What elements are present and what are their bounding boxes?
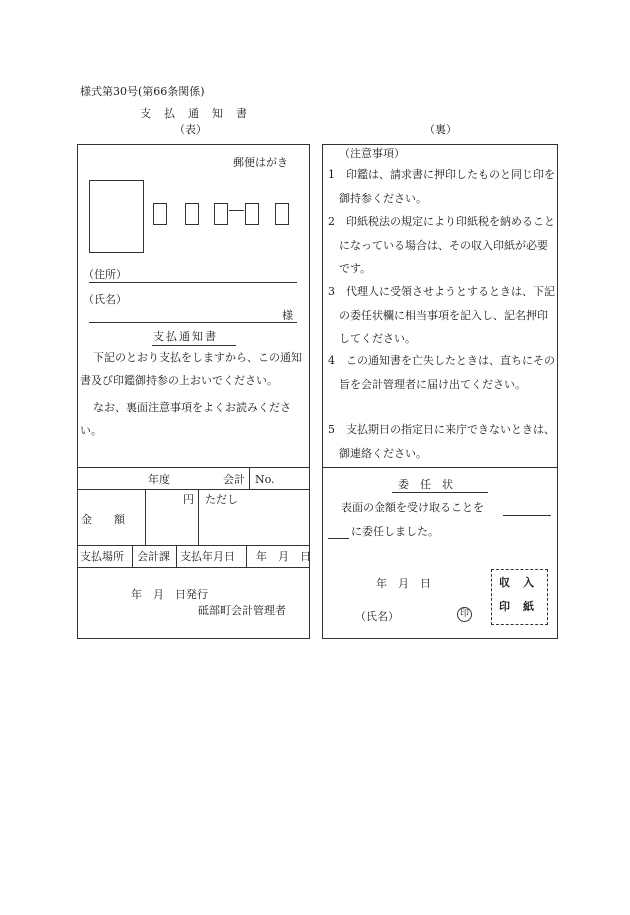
- dept-divider: [176, 545, 177, 567]
- fiscal-year-label: 年度: [148, 473, 170, 486]
- proviso-divider: [198, 489, 199, 545]
- revenue-stamp-line-1: 収 入: [499, 576, 535, 589]
- postal-code-dash: [229, 210, 244, 211]
- note-number: 4: [328, 354, 335, 367]
- amount-label: 金 額: [81, 513, 125, 526]
- issuer: 砥部町会計管理者: [198, 604, 286, 617]
- form-reference: 様式第30号(第66条関係): [80, 85, 205, 98]
- pay-place-label: 支払場所: [80, 550, 124, 563]
- proxy-line-1: 表面の金額を受け取ることを: [341, 501, 484, 514]
- name-label: （氏名）: [83, 293, 127, 306]
- back-label: （裏）: [424, 123, 457, 136]
- front-divider: [77, 467, 310, 468]
- proxy-blank-2: [328, 538, 349, 539]
- proxy-line-2: に委任しました。: [351, 525, 439, 538]
- no-divider: [249, 467, 250, 489]
- note-text: 印鑑は、請求書に押印したものと同じ印を御持参ください。: [339, 168, 555, 205]
- notes-title: （注意事項）: [339, 147, 405, 160]
- note-number: 2: [328, 215, 335, 228]
- postcard-label: 郵便はがき: [233, 156, 288, 169]
- notice-paragraph-2: なお、裏面注意事項をよくお読みください。: [80, 401, 291, 437]
- revenue-stamp-line-2: 印 紙: [499, 600, 535, 613]
- note-number: 3: [328, 285, 335, 298]
- sama-label: 様: [282, 309, 293, 322]
- pay-date-value: 年 月 日: [256, 550, 311, 563]
- date-divider: [246, 545, 247, 567]
- proviso-label: ただし: [205, 493, 238, 506]
- name-line: [89, 322, 297, 323]
- pay-date-label: 支払年月日: [180, 550, 235, 563]
- note-number: 1: [328, 168, 335, 181]
- postal-code-box-5: [275, 203, 289, 225]
- postal-code-box-1: [153, 203, 167, 225]
- proxy-name-label: （氏名）: [355, 610, 399, 623]
- postal-code-box-4: [245, 203, 259, 225]
- accounting-dept: 会計課: [137, 550, 170, 563]
- row-line-1: [77, 489, 310, 490]
- amount-divider: [145, 489, 146, 545]
- postal-code-box-2: [185, 203, 199, 225]
- note-number: 5: [328, 423, 335, 436]
- note-text: この通知書を亡失したときは、直ちにその旨を会計管理者に届け出てください。: [339, 354, 555, 391]
- proxy-title: 委 任 状: [398, 478, 453, 491]
- note-text: 支払期日の指定日に来庁できないときは、御連絡ください。: [339, 423, 555, 460]
- proxy-title-underline: [392, 492, 488, 493]
- yen-label: 円: [183, 493, 194, 506]
- page-title: 支 払 通 知 書: [140, 107, 248, 120]
- number-label: No.: [255, 473, 275, 486]
- row-line-2: [77, 545, 310, 546]
- address-label: （住所）: [83, 268, 127, 281]
- proxy-date: 年 月 日: [376, 577, 431, 590]
- issue-date: 年 月 日発行: [131, 588, 208, 601]
- note-text: 代理人に受領させようとするときは、下記の委任状欄に相当事項を記入し、記名押印してください。: [339, 285, 555, 345]
- pay-place-divider: [132, 545, 133, 567]
- account-label: 会計: [223, 473, 245, 486]
- back-divider: [322, 467, 558, 468]
- address-line: [89, 282, 297, 283]
- notice-title: 支払通知書: [153, 330, 218, 343]
- seal-mark: 印: [457, 607, 472, 622]
- row-line-3: [77, 567, 310, 568]
- notice-paragraph-1: 下記のとおり支払をしますから、この通知書及び印鑑御持参の上おいでください。: [80, 351, 302, 387]
- proxy-blank-1: [503, 515, 551, 516]
- note-text: 印紙税法の規定により印紙税を納めることになっている場合は、その収入印紙が必要です。: [339, 215, 555, 275]
- postal-code-box-3: [214, 203, 228, 225]
- front-label: （表）: [174, 123, 207, 136]
- stamp-box: [89, 180, 144, 253]
